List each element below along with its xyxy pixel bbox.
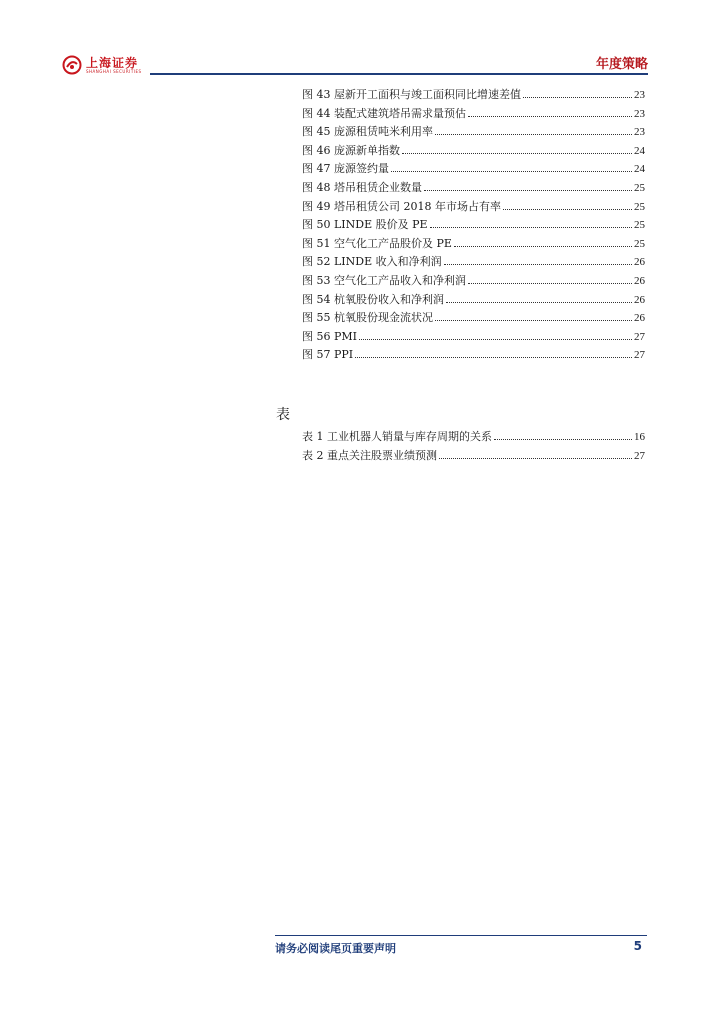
- toc-entry[interactable]: [302, 123, 645, 142]
- footer-divider: [275, 935, 647, 936]
- toc-entry[interactable]: [302, 160, 645, 179]
- toc-entry-label: 图 50 LINDE 股价及 PE: [302, 218, 428, 232]
- toc-entry-page: 26: [634, 274, 645, 287]
- toc-entry-page: 26: [634, 312, 645, 325]
- toc-entry-label: 图 43 屋新开工面积与竣工面积同比增速差值: [302, 88, 521, 101]
- logo-english-name: SHANGHAI SECURITIES: [86, 68, 142, 74]
- toc-entry-label: 表 2 重点关注股票业绩预测: [302, 448, 437, 462]
- toc-entry-page: 27: [634, 449, 645, 462]
- toc-leader-dots: [468, 116, 632, 117]
- toc-entry-page: 27: [634, 330, 645, 343]
- toc-entry-page: 23: [634, 89, 645, 101]
- logo-icon: [62, 55, 82, 75]
- figure-list: [302, 86, 645, 365]
- toc-entry[interactable]: [302, 216, 645, 235]
- toc-entry-label: 图 45 庞源租赁吨米利用率: [302, 125, 433, 139]
- toc-entry[interactable]: [302, 428, 645, 447]
- header-divider: [150, 73, 648, 75]
- toc-entry[interactable]: [302, 86, 645, 105]
- toc-entry-label: 图 55 杭氧股份现金流状况: [302, 311, 433, 325]
- toc-entry-label: 图 46 庞源新单指数: [302, 143, 400, 157]
- toc-entry-label: 图 54 杭氧股份收入和净利润: [302, 292, 444, 306]
- table-list: [302, 428, 645, 465]
- toc-entry[interactable]: [302, 179, 645, 198]
- toc-entry[interactable]: [302, 105, 645, 124]
- toc-entry[interactable]: [302, 235, 645, 254]
- toc-entry-label: 表 1 工业机器人销量与库存周期的关系: [302, 430, 492, 443]
- toc-entry[interactable]: [302, 328, 645, 347]
- toc-entry-label: 图 47 庞源签约量: [302, 162, 389, 176]
- toc-leader-dots: [503, 209, 632, 210]
- disclaimer-notice: 请务必阅读尾页重要声明: [275, 942, 396, 955]
- toc-entry-label: 图 48 塔吊租赁企业数量: [302, 180, 422, 194]
- toc-entry[interactable]: [302, 291, 645, 310]
- toc-entry-label: 图 51 空气化工产品股价及 PE: [302, 236, 452, 250]
- toc-entry[interactable]: [302, 309, 645, 328]
- toc-entry[interactable]: [302, 198, 645, 217]
- toc-entry-page: 25: [634, 181, 645, 194]
- toc-entry-page: 27: [634, 349, 645, 362]
- toc-entry-label: 图 56 PMI: [302, 329, 357, 343]
- tables-section-title: 表: [276, 407, 290, 423]
- toc-entry[interactable]: [302, 253, 645, 272]
- company-logo: [62, 53, 142, 77]
- toc-entry[interactable]: [302, 447, 645, 466]
- toc-leader-dots: [435, 320, 632, 321]
- toc-entry[interactable]: [302, 142, 645, 161]
- toc-entry-page: 25: [634, 237, 645, 250]
- toc-leader-dots: [435, 134, 632, 135]
- toc-leader-dots: [468, 283, 632, 284]
- toc-entry[interactable]: [302, 272, 645, 291]
- toc-entry-page: 25: [634, 200, 645, 213]
- toc-leader-dots: [430, 227, 632, 228]
- toc-leader-dots: [439, 458, 632, 459]
- toc-entry-page: 25: [634, 219, 645, 232]
- toc-entry-label: 图 44 装配式建筑塔吊需求量预估: [302, 106, 466, 120]
- toc-entry-page: 24: [634, 144, 645, 157]
- report-type-title: 年度策略: [595, 57, 648, 72]
- toc-leader-dots: [424, 190, 632, 191]
- toc-leader-dots: [444, 264, 632, 265]
- toc-leader-dots: [355, 357, 632, 358]
- toc-entry-page: 24: [634, 163, 645, 176]
- logo-chinese-name: 上海证券: [86, 55, 139, 70]
- toc-entry-page: 26: [634, 256, 645, 269]
- page-number: 5: [633, 939, 642, 953]
- toc-entry-label: 图 57 PPI: [302, 348, 354, 362]
- toc-entry-page: 23: [634, 126, 645, 139]
- toc-leader-dots: [446, 302, 632, 303]
- page-header: [0, 0, 724, 80]
- toc-leader-dots: [494, 439, 632, 440]
- toc-leader-dots: [402, 153, 632, 154]
- toc-entry-page: 23: [634, 107, 645, 120]
- toc-leader-dots: [523, 97, 632, 98]
- toc-entry-label: 图 52 LINDE 收入和净利润: [302, 255, 442, 269]
- toc-leader-dots: [454, 246, 632, 247]
- toc-entry-page: 26: [634, 293, 645, 306]
- toc-entry-label: 图 53 空气化工产品收入和净利润: [302, 273, 466, 287]
- toc-entry-page: 16: [634, 431, 645, 443]
- toc-leader-dots: [391, 171, 632, 172]
- toc-entry[interactable]: [302, 346, 645, 365]
- toc-leader-dots: [359, 339, 632, 340]
- toc-entry-label: 图 49 塔吊租赁公司 2018 年市场占有率: [302, 199, 501, 213]
